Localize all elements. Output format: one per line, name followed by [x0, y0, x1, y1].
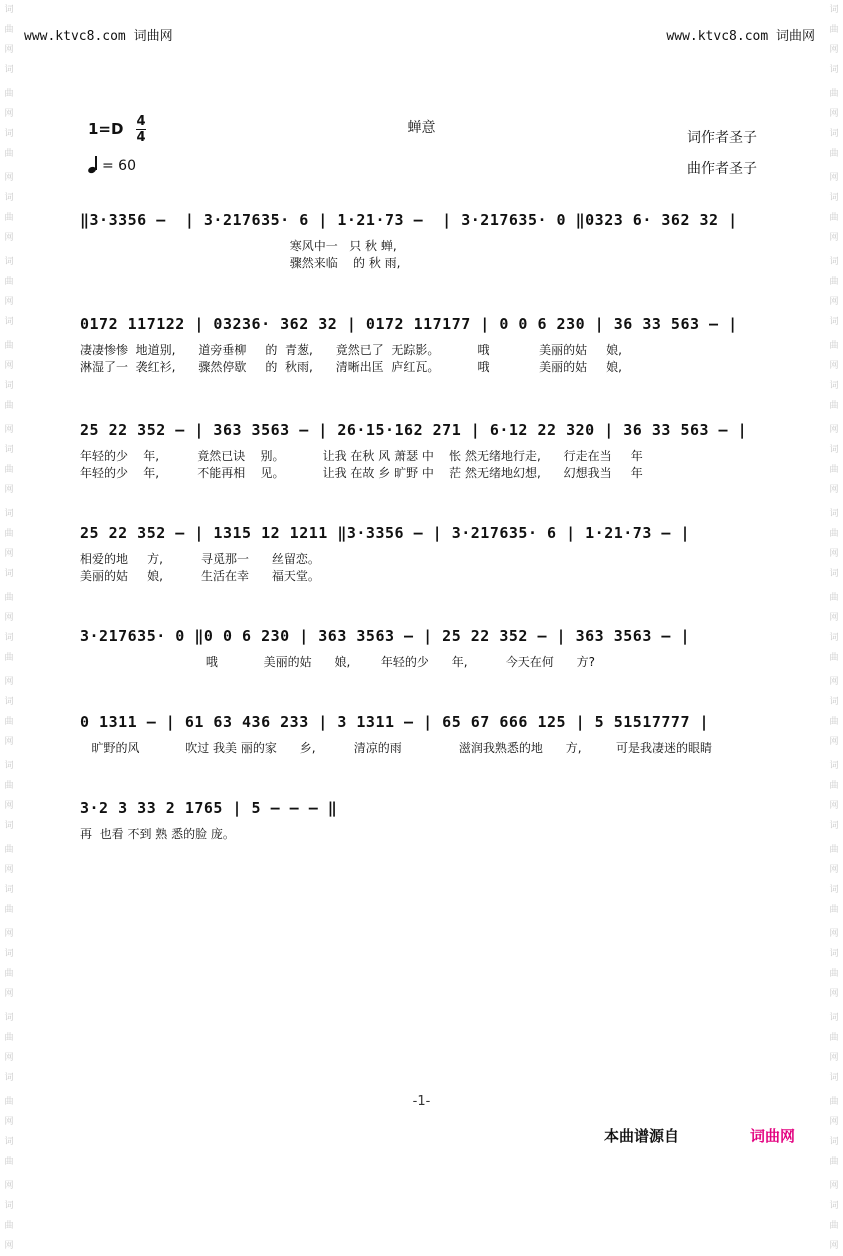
time-signature: [136, 114, 146, 145]
time-signature-bottom: 4: [136, 130, 146, 145]
lyric-line-1: 寒风中一 只 秋 蝉,: [80, 239, 397, 253]
page-number: -1-: [412, 1094, 431, 1109]
source-label: 本曲谱源自: [604, 1127, 680, 1145]
lyric-line-2: 年轻的少 年, 不能再相 见。 让我 在故 乡 旷野 中 茫 然无绪地幻想, 幻想我当 年: [80, 466, 643, 480]
quarter-note-icon: [88, 157, 98, 173]
composer: 曲作者圣子: [687, 161, 757, 177]
lyricist: 词作者圣子: [687, 130, 757, 146]
lyric-line-2: 淋湿了一 袭红衫, 骤然停歇 的 秋雨, 清晰出匡 庐红瓦。 哦 美丽的姑 娘,: [80, 360, 622, 374]
site-url-left[interactable]: www.ktvc8.com 词曲网: [24, 29, 173, 44]
notation-line: 0172 117122 | 03236· 362 32 | 0172 117177 | 0 0 6 230 | 36 33 563 – |: [80, 315, 738, 333]
score-row-6: [80, 710, 756, 757]
tempo-marking: [88, 157, 136, 174]
lyric-line-1: 哦 美丽的姑 娘, 年轻的少 年, 今天在何 方?: [80, 655, 595, 669]
score-row-5: [80, 624, 756, 671]
tempo-value: = 60: [102, 158, 136, 174]
notation-line: 3·2 3 33 2 1765 | 5 – – – ‖: [80, 799, 338, 817]
lyric-line-2: 骤然来临 的 秋 雨,: [80, 256, 401, 270]
lyric-line-1: 相爱的地 方, 寻觅那一 丝留恋。: [80, 552, 320, 566]
lyric-line-1: 年轻的少 年, 竟然已诀 别。 让我 在秋 风 萧瑟 中 怅 然无绪地行走, 行走在当 年: [80, 449, 643, 463]
watermark-strip-right: 词 曲 网 词 曲 网 词 曲 网 词 曲 网 词 曲 网 词 曲 网 词 曲 网 词 曲 网 词 曲 网 词 曲 网 词 曲 网 词 曲 网 词 曲 网 词 曲 网 词 曲 网 词 曲 网 词 曲 网 词 曲 网 词 曲 网 词 曲 网: [829, 5, 839, 1251]
time-signature-top: 4: [136, 114, 146, 129]
song-title: 蝉意: [407, 120, 436, 136]
notation-line: 25 22 352 – | 363 3563 – | 26·15·162 271 | 6·12 22 320 | 36 33 563 – |: [80, 421, 748, 439]
lyric-line-1: 旷野的风 吹过 我美 丽的家 乡, 清凉的雨 滋润我熟悉的地 方, 可是我凄迷的眼睛: [80, 741, 712, 755]
lyric-line-2: 美丽的姑 娘, 生活在幸 福天堂。: [80, 569, 320, 583]
score-row-4: [80, 521, 756, 585]
notation-line: ‖3·3356 – | 3·217635· 6 | 1·21·73 – | 3·217635· 0 ‖0323 6· 362 32 |: [80, 211, 738, 229]
site-url-right[interactable]: www.ktvc8.com 词曲网: [666, 29, 815, 44]
score-row-7: [80, 796, 756, 843]
lyric-line-1: 再 也看 不到 熟 悉的脸 庞。: [80, 827, 235, 841]
notation-line: 0 1311 – | 61 63 436 233 | 3 1311 – | 65 67 666 125 | 5 51517777 |: [80, 713, 710, 731]
score-row-1: [80, 208, 756, 272]
score-row-2: [80, 312, 756, 376]
source-brand-link[interactable]: 词曲网: [750, 1127, 796, 1145]
score-row-3: [80, 418, 756, 482]
lyric-line-1: 凄凄惨惨 地道别, 道旁垂柳 的 青葱, 竟然已了 无踪影。 哦 美丽的姑 娘,: [80, 343, 622, 357]
notation-line: 3·217635· 0 ‖0 0 6 230 | 363 3563 – | 25 22 352 – | 363 3563 – |: [80, 627, 690, 645]
notation-line: 25 22 352 – | 1315 12 1211 ‖3·3356 – | 3·217635· 6 | 1·21·73 – |: [80, 524, 690, 542]
key-signature: 1=D: [88, 120, 124, 138]
watermark-strip-left: 词 曲 网 词 曲 网 词 曲 网 词 曲 网 词 曲 网 词 曲 网 词 曲 网 词 曲 网 词 曲 网 词 曲 网 词 曲 网 词 曲 网 词 曲 网 词 曲 网 词 曲 网 词 曲 网 词 曲 网 词 曲 网 词 曲 网 词 曲 网: [4, 5, 14, 1251]
